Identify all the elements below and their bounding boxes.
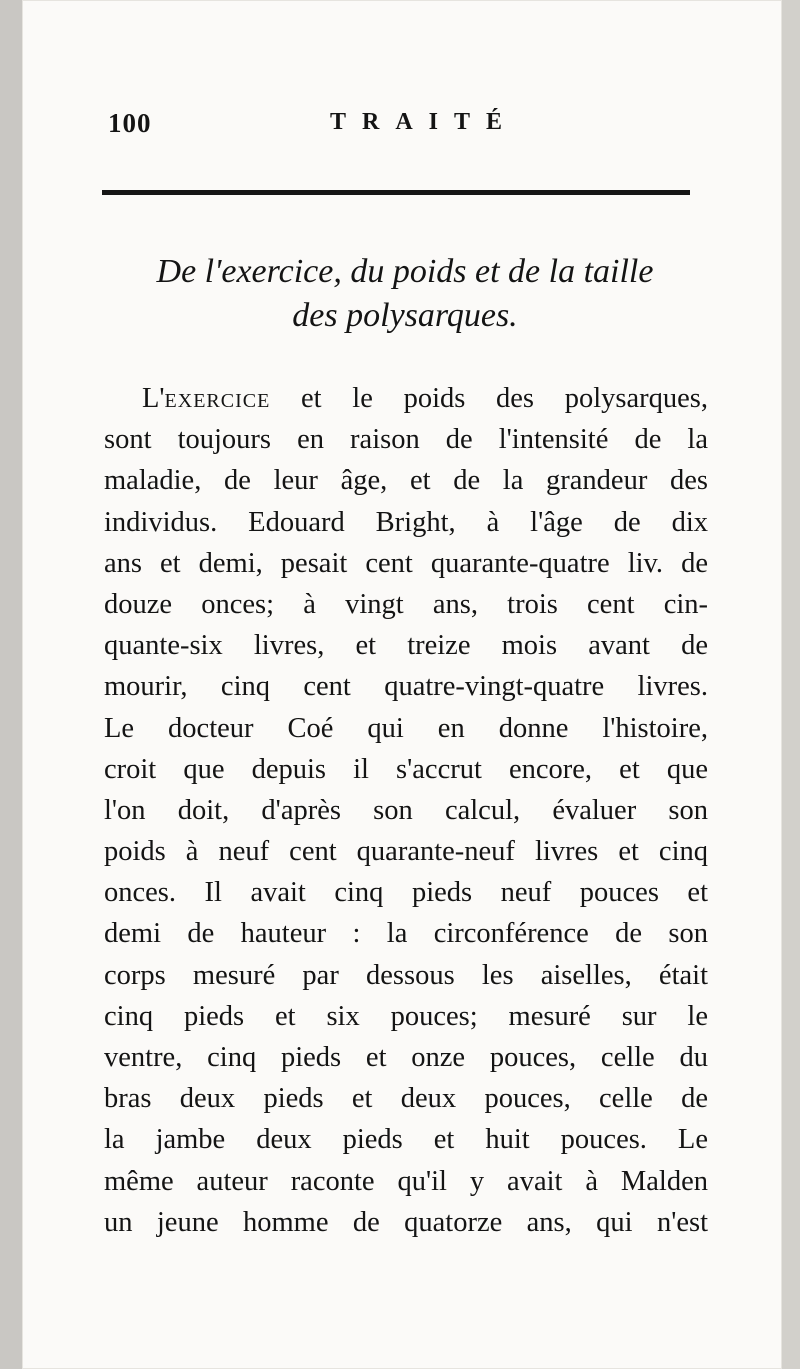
text-line: sont toujours en raison de l'intensité de la: [104, 424, 708, 456]
text-line: même auteur raconte qu'il y avait à Malden: [104, 1165, 708, 1197]
first-word-initial: L': [142, 383, 165, 414]
text-line: poids à neuf cent quarante-neuf livres et cinq: [104, 836, 708, 868]
page-left-shadow: [0, 0, 22, 1369]
text-line: corps mesuré par dessous les aiselles, était: [104, 959, 708, 991]
text-line: cinq pieds et six pouces; mesuré sur le: [104, 1000, 708, 1032]
text-line: Le docteur Coé qui en donne l'histoire,: [104, 712, 708, 744]
chapter-title-line-1: De l'exercice, du poids et de la taille: [156, 253, 654, 290]
first-line-rest: et le poids des polysarques,: [270, 383, 708, 414]
text-line: demi de hauteur : la circonférence de son: [104, 918, 708, 950]
text-line: croit que depuis il s'accrut encore, et que: [104, 753, 708, 785]
chapter-title-line-2: des polysarques.: [292, 297, 518, 334]
text-line: l'on doit, d'après son calcul, évaluer son: [104, 794, 708, 826]
page-right-edge: [782, 0, 800, 1369]
chapter-title: [100, 250, 710, 338]
text-line: individus. Edouard Bright, à l'âge de dix: [104, 506, 708, 538]
text-line: un jeune homme de quatorze ans, qui n'est: [104, 1206, 708, 1238]
text-line: ans et demi, pesait cent quarante-quatre liv. de: [104, 547, 708, 579]
page-header: [108, 108, 698, 148]
running-head: TRAITÉ: [330, 109, 519, 135]
text-line: bras deux pieds et deux pouces, celle de: [104, 1083, 708, 1115]
header-rule: [102, 190, 690, 195]
text-line: quante-six livres, et treize mois avant de: [104, 630, 708, 662]
first-word-small-caps: EXERCICE: [164, 390, 271, 412]
text-line: ventre, cinq pieds et onze pouces, celle du: [104, 1042, 708, 1073]
text-line: mourir, cinq cent quatre-vingt-quatre livres.: [104, 671, 708, 703]
text-line: maladie, de leur âge, et de la grandeur des: [104, 465, 708, 497]
text-line: douze onces; à vingt ans, trois cent cin-: [104, 588, 708, 620]
body-text: [104, 378, 708, 1243]
text-line: la jambe deux pieds et huit pouces. Le: [104, 1124, 708, 1156]
page-number: 100: [108, 108, 152, 138]
text-line: onces. Il avait cinq pieds neuf pouces et: [104, 877, 708, 909]
text-line: [104, 378, 708, 419]
